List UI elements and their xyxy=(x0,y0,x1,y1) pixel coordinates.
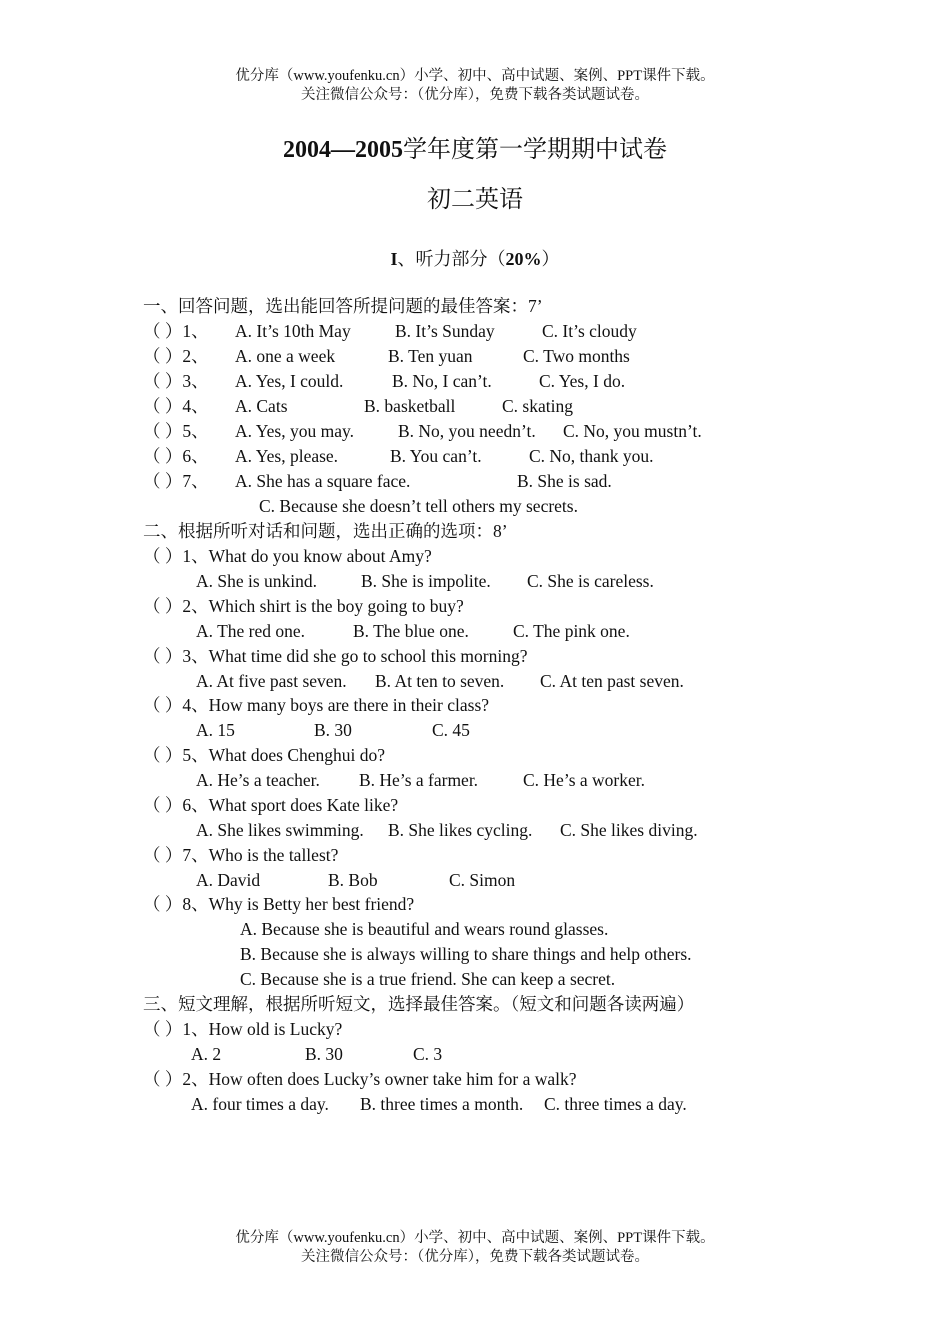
option-a: A. four times a day. xyxy=(191,1094,329,1114)
option-a: A. Yes, I could. xyxy=(235,371,344,391)
part2-question-1: （ ）1、What do you know about Amy? xyxy=(143,546,432,566)
part2-question-3: （ ）3、What time did she go to school this morning? xyxy=(143,646,528,666)
item-number: （ ）4、 xyxy=(143,396,209,416)
item-number: （ ）2、 xyxy=(143,346,209,366)
header-line-2: 关注微信公众号：（优分库），免费下载各类试题试卷。 xyxy=(301,87,649,103)
option-c: C. skating xyxy=(502,396,573,416)
part1-heading: 一、回答问题，选出能回答所提问题的最佳答案：7’ xyxy=(143,296,543,316)
option-b: B. She is sad. xyxy=(517,471,612,491)
option-a: A. She has a square face. xyxy=(235,471,411,491)
part3-heading: 三、短文理解，根据所听短文，选择最佳答案。（短文和问题各读两遍） xyxy=(143,994,695,1014)
option-a: A. She likes swimming. xyxy=(196,820,364,840)
option-b: B. He’s a farmer. xyxy=(359,770,479,790)
exam-title xyxy=(0,129,950,164)
option-b: B. You can’t. xyxy=(390,446,482,466)
option-c: C. It’s cloudy xyxy=(542,321,637,341)
header-line-1: 优分库（www.youfenku.cn）小学、初中、高中试题、案例、PPT课件下载。 xyxy=(235,68,715,84)
option-b: B. 30 xyxy=(314,720,352,740)
option-a: A. At five past seven. xyxy=(196,671,347,691)
section1-roman: I xyxy=(390,249,398,269)
option-b: B. The blue one. xyxy=(353,621,469,641)
option-b: B. At ten to seven. xyxy=(375,671,505,691)
section1-heading xyxy=(0,245,950,271)
footer-line-2: 关注微信公众号：（优分库），免费下载各类试题试卷。 xyxy=(301,1249,649,1265)
option-a: A. He’s a teacher. xyxy=(196,770,320,790)
exam-title-years: 2004—2005 xyxy=(283,137,403,163)
option-b: B. No, you needn’t. xyxy=(398,421,536,441)
option-b: B. basketball xyxy=(364,396,456,416)
option-a: A. one a week xyxy=(235,346,336,366)
option-c: C. 45 xyxy=(432,720,470,740)
option-c: C. At ten past seven. xyxy=(540,671,684,691)
part2-question-7: （ ）7、Who is the tallest? xyxy=(143,845,339,865)
option-a: A. David xyxy=(196,870,261,890)
option-c: C. Yes, I do. xyxy=(539,371,626,391)
option-b: B. It’s Sunday xyxy=(395,321,495,341)
option-c: C. She likes diving. xyxy=(560,820,698,840)
option-a: A. 15 xyxy=(196,720,235,740)
part2-q8-option-c: C. Because she is a true friend. She can keep a secret. xyxy=(240,969,616,989)
section1-percent: 20% xyxy=(505,249,542,269)
option-c: C. No, thank you. xyxy=(529,446,654,466)
option-b: B. She is impolite. xyxy=(361,571,491,591)
part2-question-2: （ ）2、Which shirt is the boy going to buy? xyxy=(143,596,464,616)
option-a: A. Yes, you may. xyxy=(235,421,354,441)
option-a: A. It’s 10th May xyxy=(235,321,351,341)
option-b: B. She likes cycling. xyxy=(388,820,533,840)
part2-question-4: （ ）4、How many boys are there in their class? xyxy=(143,695,490,715)
exam-subtitle: 初二英语 xyxy=(427,187,523,213)
part3-question-1: （ ）1、How old is Lucky? xyxy=(143,1019,343,1039)
item-number: （ ）5、 xyxy=(143,421,209,441)
part2-question-6: （ ）6、What sport does Kate like? xyxy=(143,795,399,815)
part2-question-5: （ ）5、What does Chenghui do? xyxy=(143,745,386,765)
section1-title: 、听力部分（ xyxy=(397,249,506,269)
part2-question-8: （ ）8、Why is Betty her best friend? xyxy=(143,894,415,914)
footer-line-1: 优分库（www.youfenku.cn）小学、初中、高中试题、案例、PPT课件下载。 xyxy=(235,1230,715,1246)
option-b: B. Ten yuan xyxy=(388,346,473,366)
option-c: C. 3 xyxy=(413,1044,443,1064)
option-c: C. Simon xyxy=(449,870,516,890)
option-b: B. Bob xyxy=(328,870,378,890)
option-a: A. The red one. xyxy=(196,621,306,641)
part2-q8-option-b: B. Because she is always willing to share things and help others. xyxy=(240,944,692,964)
item-number: （ ）3、 xyxy=(143,371,209,391)
item-number: （ ）6、 xyxy=(143,446,209,466)
item-number: （ ）7、 xyxy=(143,471,209,491)
option-a: A. She is unkind. xyxy=(196,571,318,591)
part3-question-2: （ ）2、How often does Lucky’s owner take him for a walk? xyxy=(143,1069,577,1089)
option-a: A. 2 xyxy=(191,1044,222,1064)
option-c: C. The pink one. xyxy=(513,621,630,641)
part2-q8-option-a: A. Because she is beautiful and wears round glasses. xyxy=(240,919,609,939)
part1-item-7-option-c: C. Because she doesn’t tell others my secrets. xyxy=(259,496,578,516)
option-a: A. Yes, please. xyxy=(235,446,339,466)
item-number: （ ）1、 xyxy=(143,321,209,341)
option-a: A. Cats xyxy=(235,396,288,416)
part2-heading: 二、根据所听对话和问题，选出正确的选项：8’ xyxy=(143,521,508,541)
option-b: B. 30 xyxy=(305,1044,343,1064)
option-b: B. No, I can’t. xyxy=(392,371,492,391)
option-b: B. three times a month. xyxy=(360,1094,524,1114)
option-c: C. Two months xyxy=(523,346,630,366)
option-c: C. three times a day. xyxy=(544,1094,687,1114)
option-c: C. She is careless. xyxy=(527,571,654,591)
exam-title-rest: 学年度第一学期期中试卷 xyxy=(403,137,667,163)
option-c: C. No, you mustn’t. xyxy=(563,421,702,441)
option-c: C. He’s a worker. xyxy=(523,770,645,790)
section1-close: ） xyxy=(541,249,560,269)
